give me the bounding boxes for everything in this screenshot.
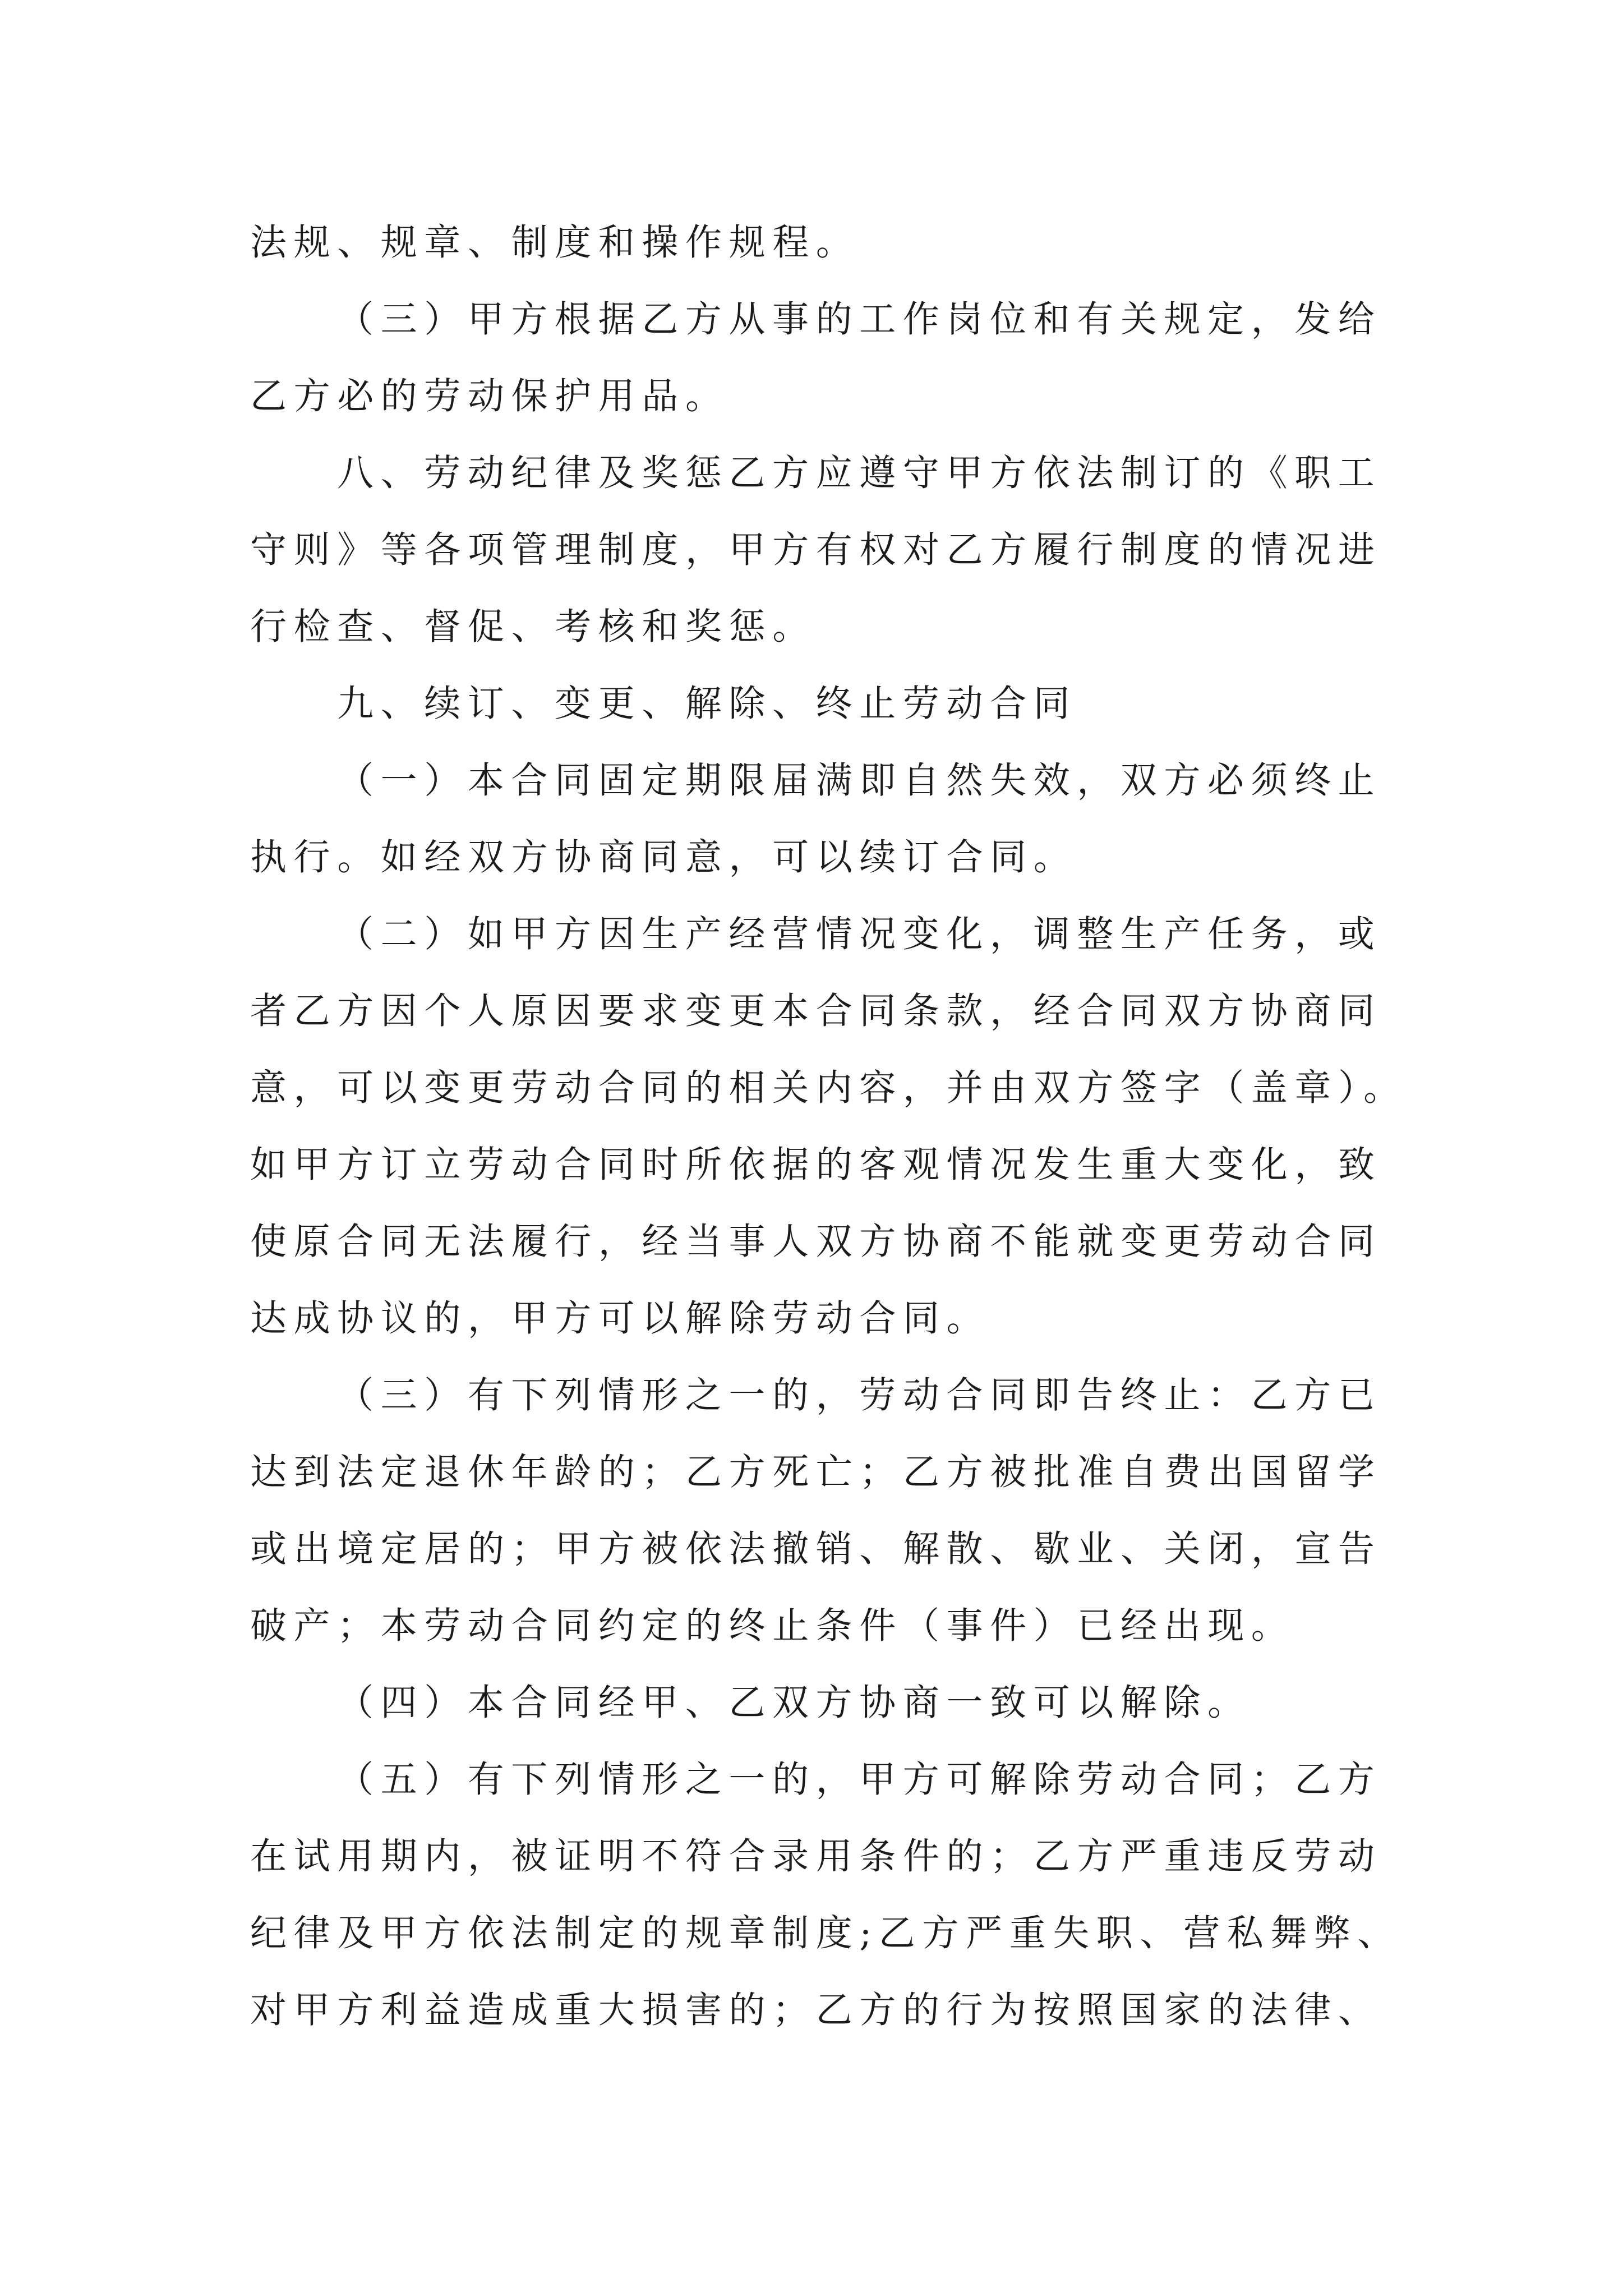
text-line: （五）有下列情形之一的，甲方可解除劳动合同；乙方 — [337, 1759, 1382, 1801]
text-line: 法规、规章、制度和操作规程。 — [250, 222, 860, 264]
document-body — [250, 204, 1484, 2049]
text-line: 者乙方因个人原因要求变更本合同条款，经合同双方协商同 — [250, 990, 1382, 1032]
paragraph-clause-9-2 — [250, 896, 1484, 1357]
text-line: 达到法定退休年龄的；乙方死亡；乙方被批准自费出国留学 — [250, 1451, 1382, 1493]
paragraph-section-8 — [250, 435, 1484, 665]
text-line: 达成协议的，甲方可以解除劳动合同。 — [250, 1297, 990, 1340]
text-line: 意，可以变更劳动合同的相关内容，并由双方签字（盖章）。 — [250, 1067, 1407, 1109]
paragraph-clause-7-3 — [250, 281, 1484, 435]
paragraph-clause-9-4 — [250, 1664, 1484, 1741]
text-line: 或出境定居的；甲方被依法撤销、解散、歇业、关闭，宣告 — [250, 1528, 1382, 1570]
text-line: 纪律及甲方依法制定的规章制度;乙方严重失职、营私舞弊、 — [250, 1912, 1401, 1954]
text-line: 在试用期内，被证明不符合录用条件的；乙方严重违反劳动 — [250, 1835, 1382, 1878]
paragraph-clause-9-5 — [250, 1741, 1484, 2049]
text-line: 破产；本劳动合同约定的终止条件（事件）已经出现。 — [250, 1605, 1295, 1647]
text-line: 如甲方订立劳动合同时所依据的客观情况发生重大变化，致 — [250, 1144, 1382, 1186]
section-heading-line: 八、劳动纪律及奖惩乙方应遵守甲方依法制订的《职工 — [337, 452, 1382, 494]
paragraph-clause-9-1 — [250, 742, 1484, 896]
text-line: （二）如甲方因生产经营情况变化，调整生产任务，或 — [337, 913, 1382, 955]
text-line: 乙方必的劳动保护用品。 — [250, 375, 729, 417]
paragraph-clause-9-3 — [250, 1357, 1484, 1664]
text-line: 执行。如经双方协商同意，可以续订合同。 — [250, 836, 1077, 878]
text-line: （四）本合同经甲、乙双方协商一致可以解除。 — [337, 1682, 1251, 1724]
text-line: （一）本合同固定期限届满即自然失效，双方必须终止 — [337, 760, 1382, 802]
text-line: 守则》等各项管理制度，甲方有权对乙方履行制度的情况进 — [250, 529, 1382, 571]
text-line: （三）甲方根据乙方从事的工作岗位和有关规定，发给 — [337, 298, 1382, 341]
text-line: 行检查、督促、考核和奖惩。 — [250, 606, 816, 648]
text-line: 对甲方利益造成重大损害的；乙方的行为按照国家的法律、 — [250, 1989, 1382, 2031]
paragraph-section-9-heading — [250, 665, 1484, 742]
text-line: （三）有下列情形之一的，劳动合同即告终止：乙方已 — [337, 1374, 1382, 1416]
paragraph-continuation — [250, 204, 1484, 281]
section-heading: 九、续订、变更、解除、终止劳动合同 — [337, 683, 1077, 725]
text-line: 使原合同无法履行，经当事人双方协商不能就变更劳动合同 — [250, 1221, 1382, 1263]
